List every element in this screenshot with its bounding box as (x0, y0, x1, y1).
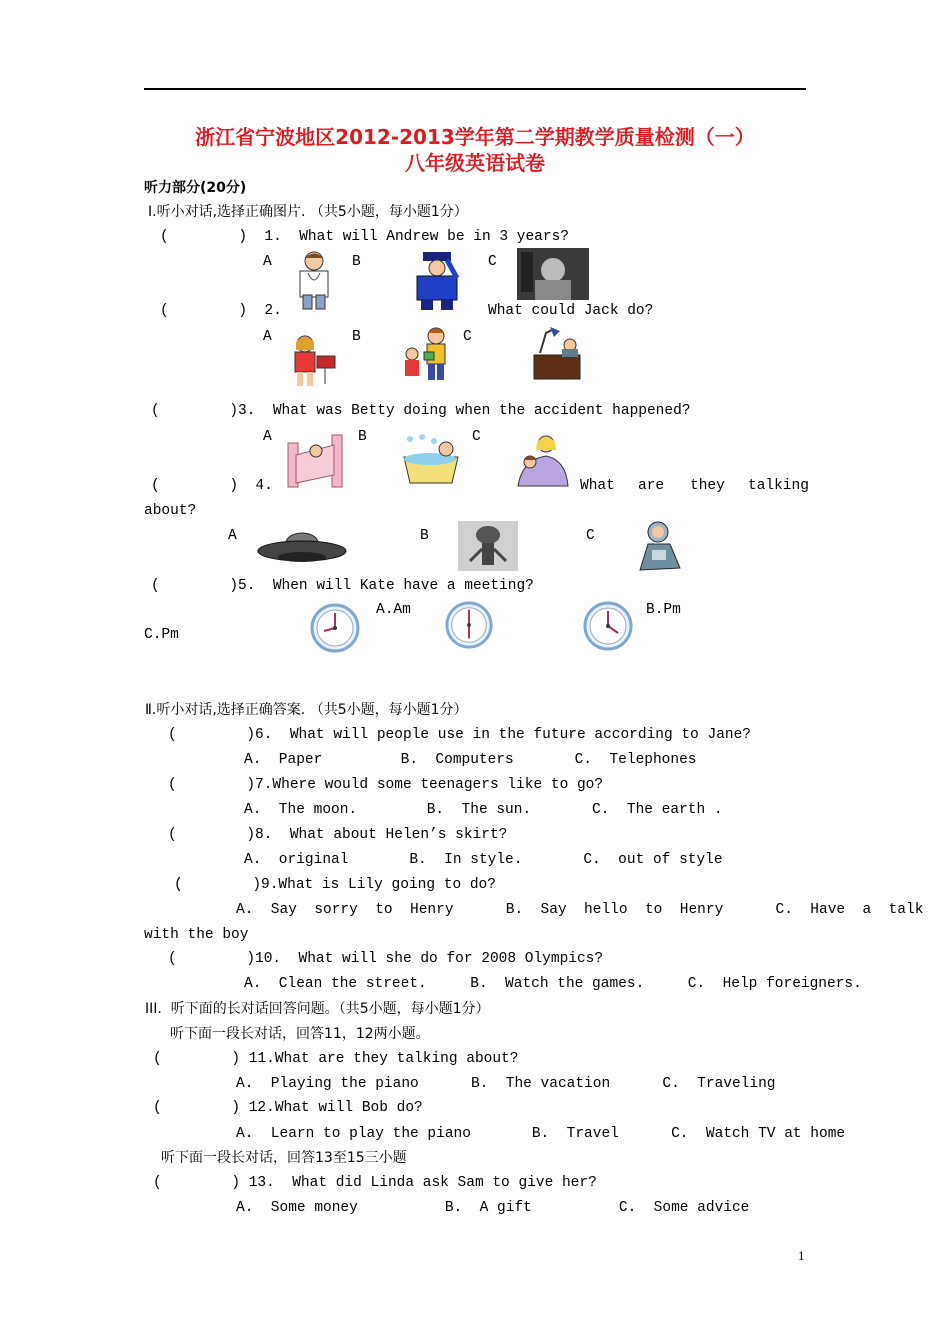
people-talking-picture (516, 434, 570, 488)
page-number: 1 (798, 1248, 805, 1263)
q4-option-b: B (420, 528, 429, 544)
q1-option-a: A (263, 254, 272, 270)
q5-option-a: A.Am (376, 602, 411, 618)
q4-word-what: What (580, 478, 615, 494)
question-11: ( ) 11.What are they talking about? (153, 1051, 519, 1067)
q8-options: A. original B. In style. C. out of style (244, 852, 723, 868)
question-9: ( )9.What is Lily going to do? (174, 877, 496, 893)
desk-lamp-picture (530, 325, 584, 381)
question-10: ( )10. What will she do for 2008 Olympics? (168, 951, 604, 967)
spaceman-picture (634, 520, 684, 574)
section3-intro-1: 听下面一段长对话，回答11，12两小题。 (170, 1026, 430, 1042)
question-1: ( ) 1. What will Andrew be in 3 years? (160, 229, 569, 245)
q3-option-b: B (358, 429, 367, 445)
header-rule (144, 88, 806, 90)
alien-photo (458, 521, 518, 571)
section3-intro-2: 听下面一段长对话，回答13至15三小题 (161, 1150, 407, 1166)
q9-options-continued: with the boy (144, 927, 249, 943)
question-2-number: ( ) 2. (160, 303, 282, 319)
q4-option-c: C (586, 528, 595, 544)
question-5: ( )5. When will Kate have a meeting? (151, 578, 534, 594)
clock-icon (583, 601, 633, 651)
boy-gift-picture (402, 324, 452, 382)
question-4-number: ( ) 4. (151, 478, 273, 494)
question-7: ( )7.Where would some teenagers like to go? (168, 777, 604, 793)
q11-options: A. Playing the piano B. The vacation C. Traveling (236, 1076, 776, 1092)
bath-picture (400, 433, 462, 489)
q2-option-c: C (463, 329, 472, 345)
section3-heading: III. 听下面的长对话回答问题。（共5小题，每小题1分） (145, 1001, 490, 1017)
q10-options: A. Clean the street. B. Watch the games. C. Help foreigners. (244, 976, 862, 992)
astronaut-photo (517, 248, 589, 300)
clock-icon (310, 603, 360, 653)
q5-option-c: C.Pm (144, 627, 179, 643)
question-2-text: What could Jack do? (488, 303, 654, 319)
q6-options: A. Paper B. Computers C. Telephones (244, 752, 697, 768)
clock-icon (445, 601, 493, 649)
exam-title: 浙江省宁波地区2012-2013学年第二学期教学质量检测（一） (195, 125, 755, 149)
bed-picture (286, 431, 344, 489)
section2-heading: Ⅱ.听小对话,选择正确答案. （共5小题，每小题1分） (145, 702, 468, 718)
q4-word-they: they (690, 478, 725, 494)
section1-heading: Ⅰ.听小对话,选择正确图片. （共5小题，每小题1分） (148, 204, 468, 220)
q13-options: A. Some money B. A gift C. Some advice (236, 1200, 750, 1216)
girl-phone-picture (287, 332, 339, 388)
q3-option-a: A (263, 429, 272, 445)
question-13: ( ) 13. What did Linda ask Sam to give her? (153, 1175, 597, 1191)
listening-header: 听力部分(20分) (144, 180, 247, 196)
question-6: ( )6. What will people use in the future according to Jane? (168, 727, 751, 743)
q7-options: A. The moon. B. The sun. C. The earth . (244, 802, 723, 818)
q4-option-a: A (228, 528, 237, 544)
question-3: ( )3. What was Betty doing when the accident happened? (151, 403, 691, 419)
q4-word-about: about? (144, 503, 197, 519)
q12-options: A. Learn to play the piano B. Travel C. Watch TV at home (236, 1126, 846, 1142)
q4-word-are: are (638, 478, 665, 494)
q9-options: A. Say sorry to Henry B. Say hello to Henry C. Have a talk (236, 902, 924, 918)
doctor-picture (286, 249, 342, 311)
q3-option-c: C (472, 429, 481, 445)
q2-option-a: A (263, 329, 272, 345)
q5-option-b: B.Pm (646, 602, 681, 618)
policeman-picture (403, 250, 471, 312)
q1-option-b: B (352, 254, 361, 270)
q2-option-b: B (352, 329, 361, 345)
q4-word-talking: talking (748, 478, 809, 494)
question-8: ( )8. What about Helen’s skirt? (168, 827, 508, 843)
exam-subtitle: 八年级英语试卷 (405, 151, 545, 175)
ufo-picture (256, 527, 348, 571)
q1-option-c: C (488, 254, 497, 270)
question-12: ( ) 12.What will Bob do? (153, 1100, 423, 1116)
